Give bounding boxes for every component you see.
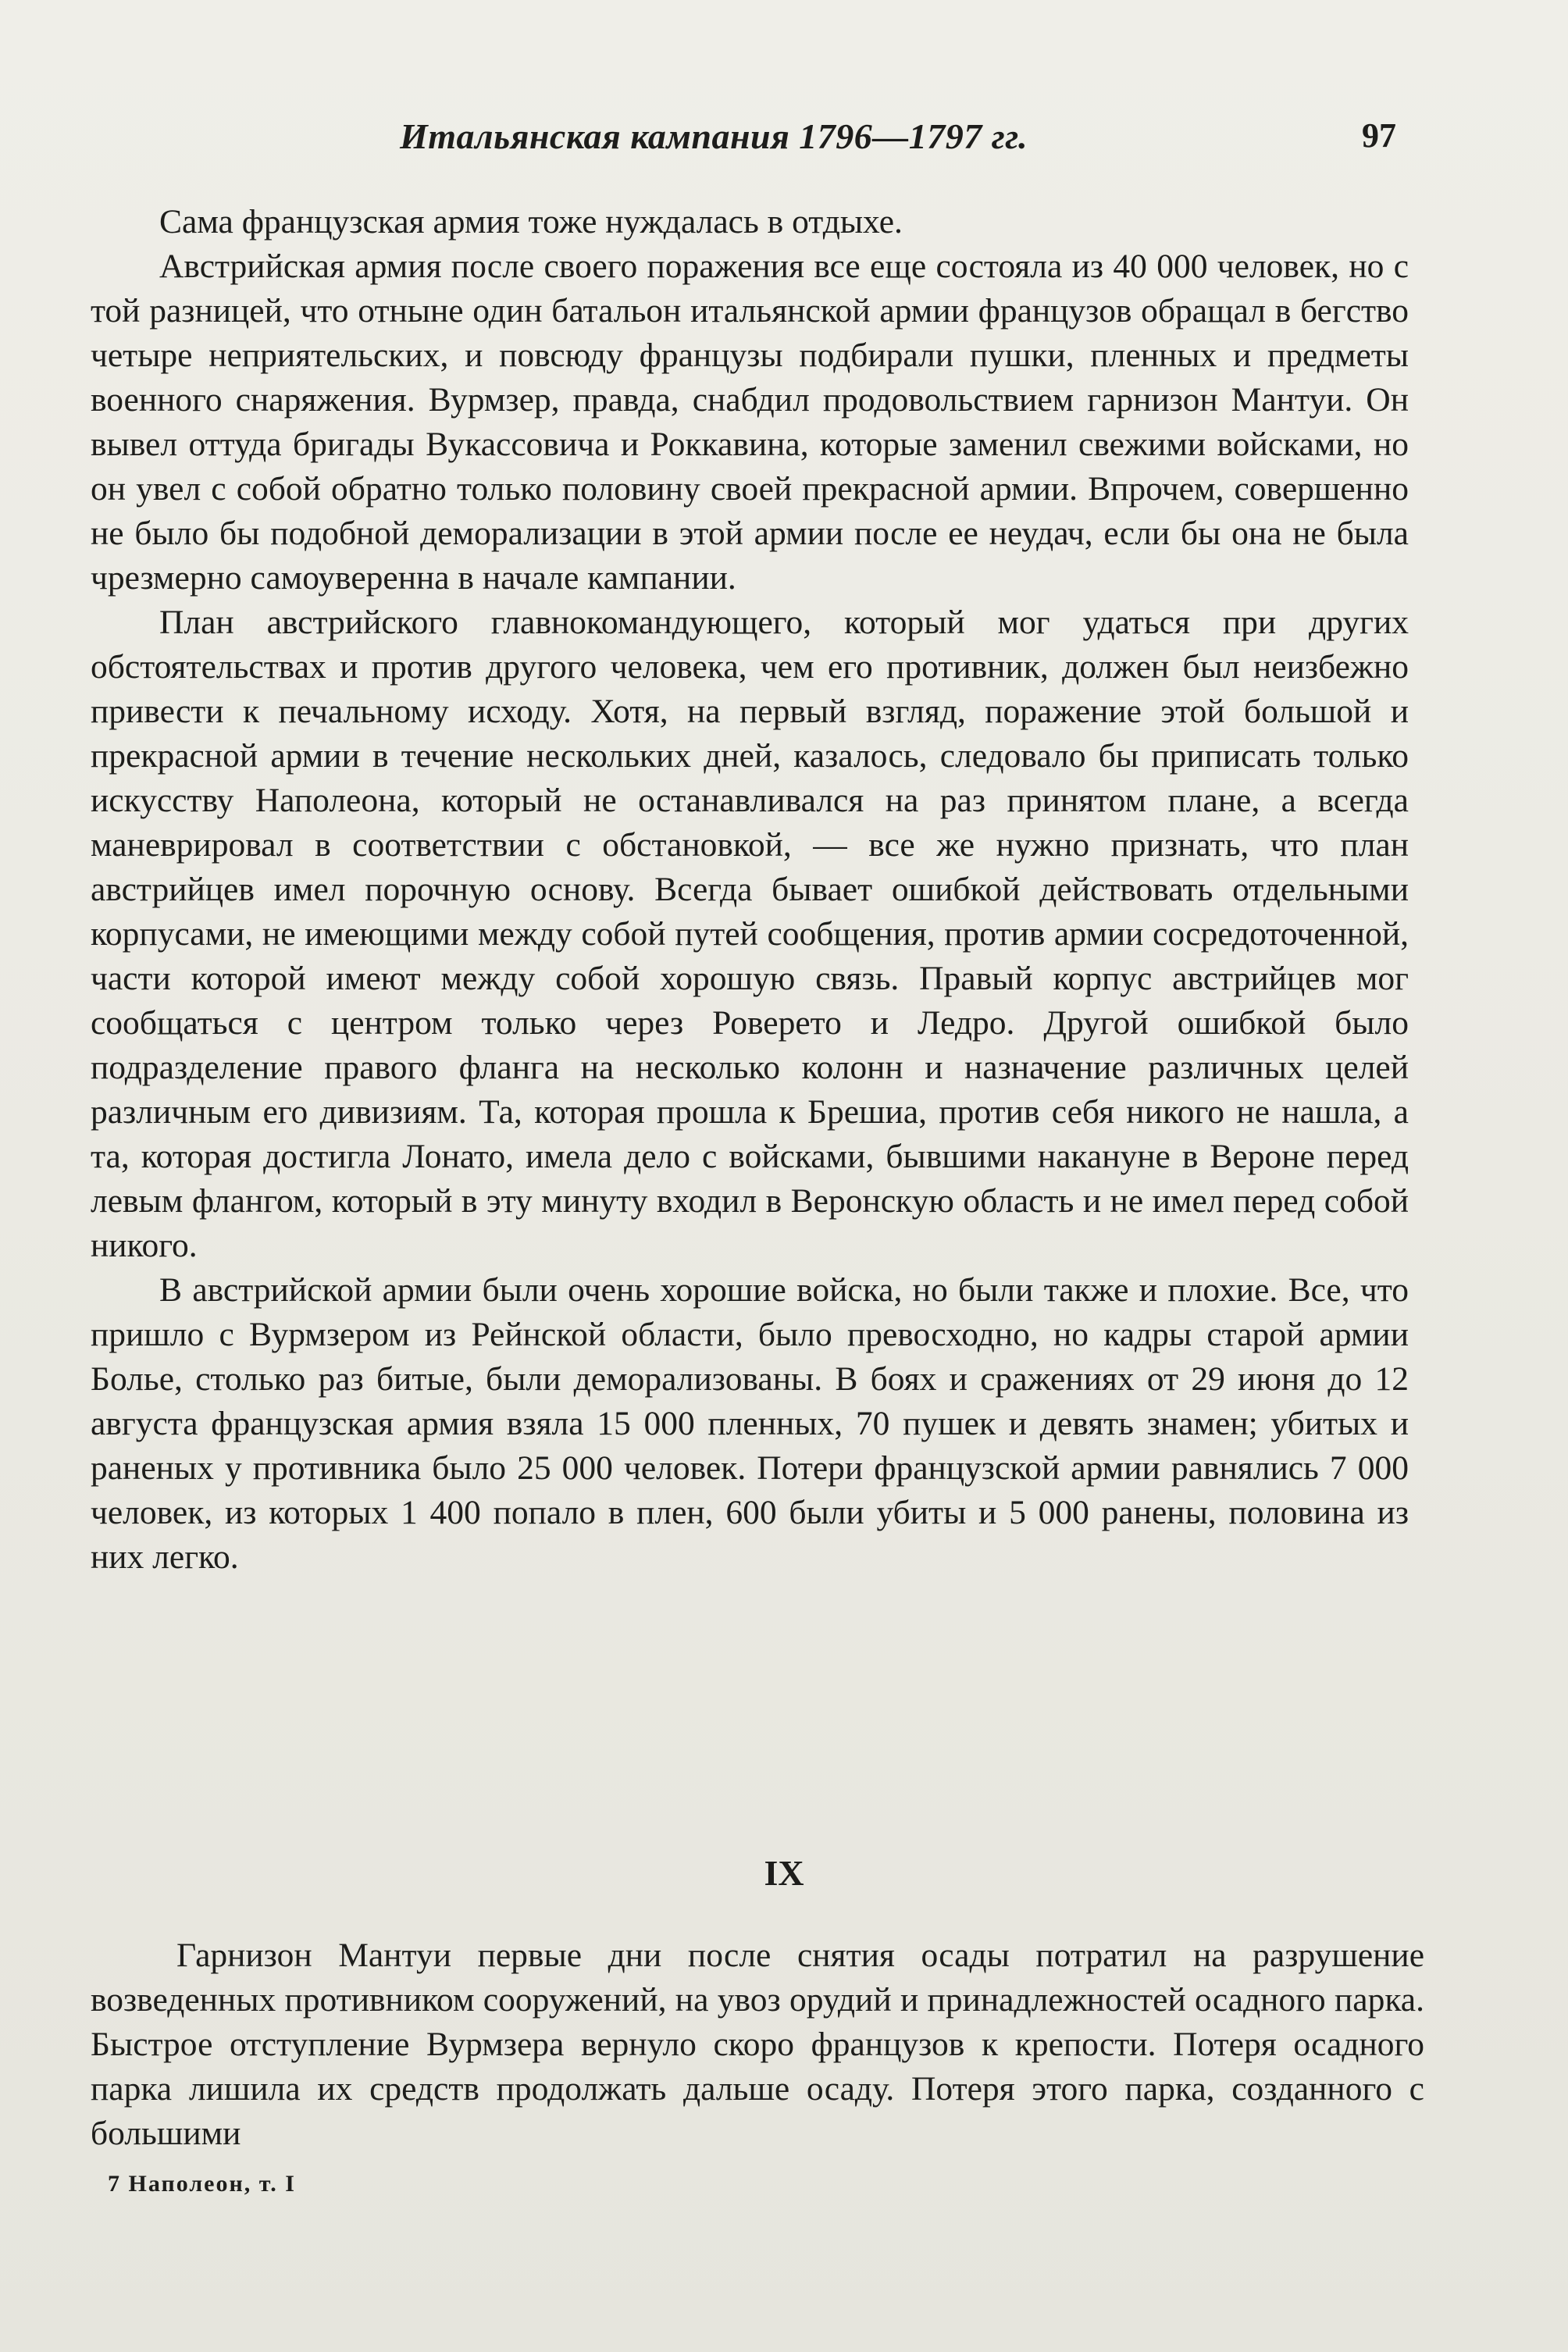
paragraph: Сама французская армия тоже нуждалась в отдыхе.	[159, 203, 903, 241]
paragraph: Гарнизон Мантуи первые дни после снятия осады потратил на разрушение возведенных противником сооружений, на увоз орудий и принадлежностей осадного парка. Быстрое отступление Вурмзера вернуло скоро французов к крепости. Потеря осадного парка лишила их средств продолжать дальше осаду. Потеря этого парка, созданного с большими	[91, 1937, 1424, 2152]
running-head	[0, 116, 1568, 162]
chapter-heading: IX	[764, 1853, 804, 1893]
signature-mark: 7 Наполеон, т. I	[108, 2171, 296, 2197]
running-title: Итальянская кампания 1796—1797 гг.	[400, 116, 1028, 156]
paragraph: План австрийского главнокомандующего, который мог удаться при других обстоятельствах и против другого человека, чем его противник, должен был неизбежно привести к печальному исходу. Хотя, на первый взгляд, поражение этой большой и прекрасной армии в течение нескольких дней, казалось, следовало бы приписать только искусству Наполеона, который не останавливался на раз принятом плане, а всегда маневрировал в соответствии с обстановкой, — все же нужно признать, что план австрийцев имел порочную основу. Всегда бывает ошибкой действовать отдельными корпусами, не имеющими между собой путей сообщения, против армии сосредоточенной, части которой имеют между собой хорошую связь. Правый корпус австрийцев мог сообщаться с центром только через Роверето и Ледро. Другой ошибкой было подразделение правого фланга на несколько колонн и назначение различных целей различным его дивизиям. Та, которая прошла к Брешиа, против себя никого не нашла, а та, которая достигла Лонато, имела дело с войсками, бывшими накануне в Вероне перед левым флангом, который в эту минуту входил в Веронскую область и не имел перед собой никого.	[91, 604, 1409, 1264]
body-text	[91, 200, 1409, 1580]
paragraph: В австрийской армии были очень хорошие войска, но были также и плохие. Все, что пришло с Вурмзером из Рейнской области, было превосходно, но кадры старой армии Болье, столько раз битые, были деморализованы. В боях и сражениях от 29 июня до 12 августа французская армия взяла 15 000 пленных, 70 пушек и девять знамен; убитых и раненых у противника было 25 000 человек. Потери французской армии равнялись 7 000 человек, из которых 1 400 попало в плен, 600 были убиты и 5 000 ранены, половина из них легко.	[91, 1271, 1409, 1576]
page-number: 97	[1362, 116, 1396, 155]
paragraph: Австрийская армия после своего поражения все еще состояла из 40 000 человек, но с той разницей, что отныне один батальон итальянской армии французов обращал в бегство четыре неприятельских, и повсюду французы подбирали пушки, пленных и предметы военного снаряжения. Вурмзер, правда, снабдил продовольствием гарнизон Мантуи. Он вывел оттуда бригады Вукассовича и Роккавина, которые заменил свежими войсками, но он увел с собой обратно только половину своей прекрасной армии. Впрочем, совершенно не было бы подобной деморализации в этой армии после ее неудач, если бы она не была чрезмерно самоуверенна в начале кампании.	[91, 248, 1409, 597]
chapter-body-text	[91, 1933, 1424, 2156]
